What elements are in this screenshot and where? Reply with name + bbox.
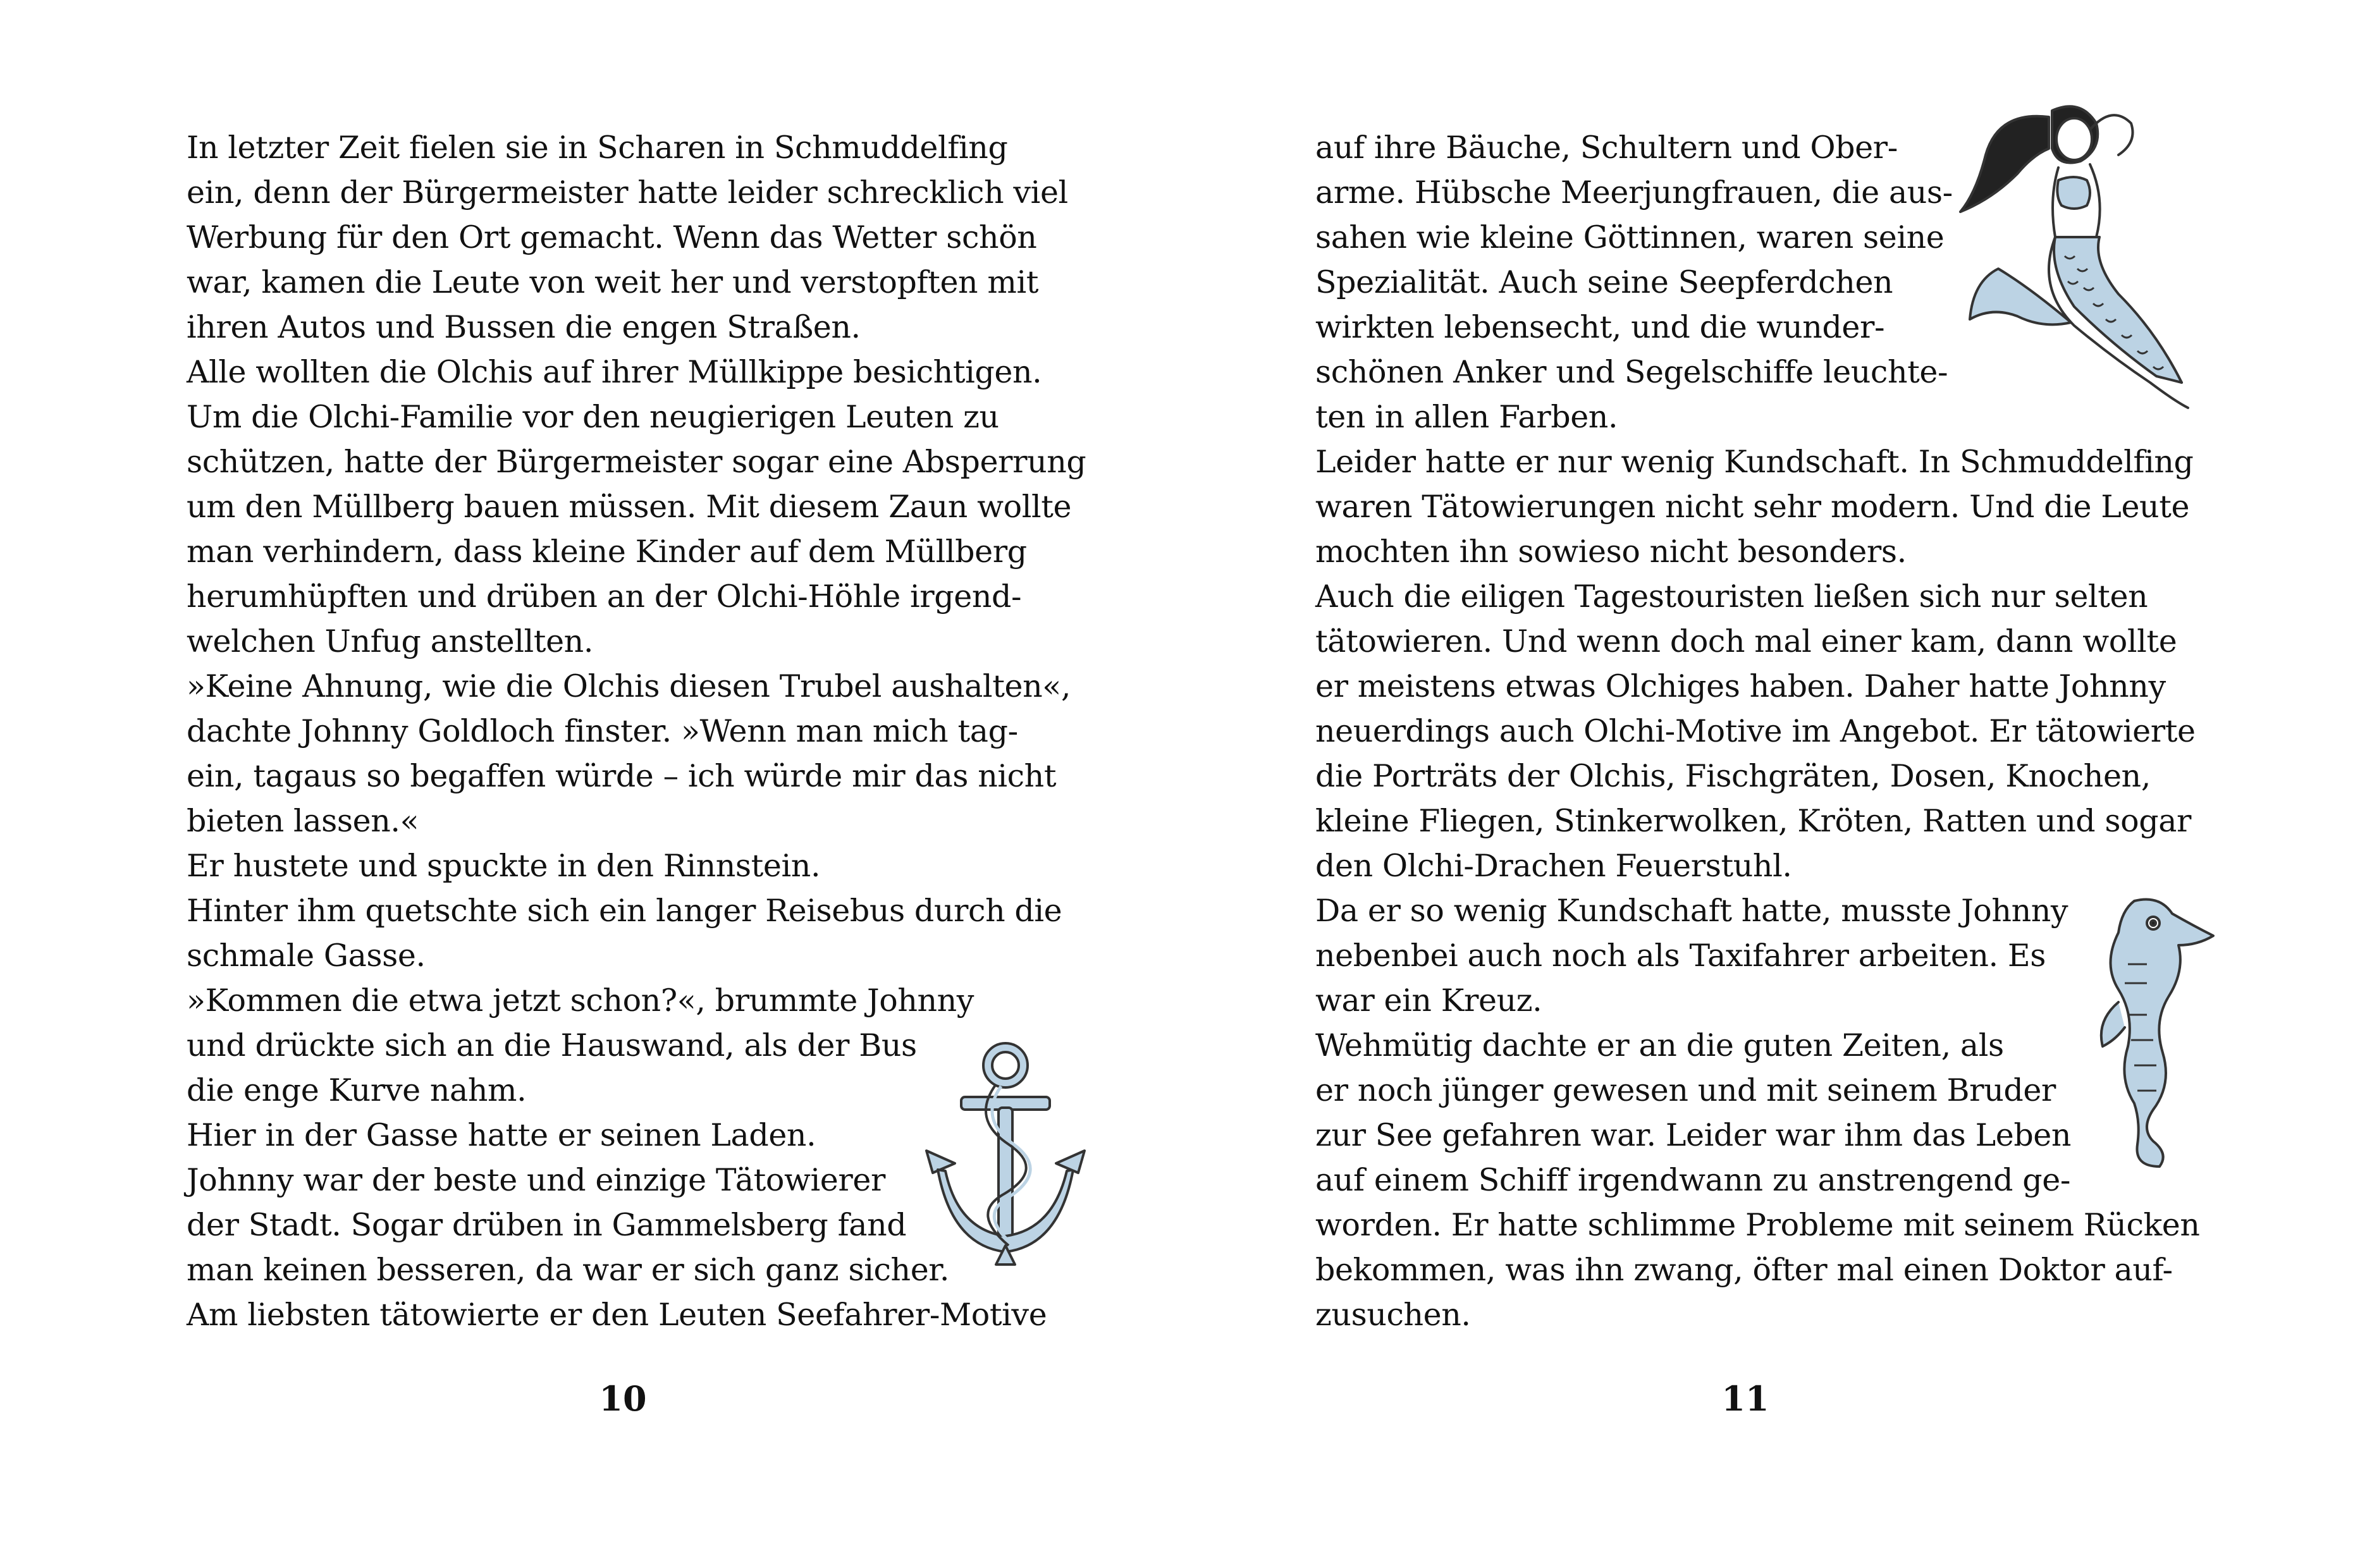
text-line: war ein Kreuz.	[1315, 983, 1542, 1019]
text-line: sahen wie kleine Göttinnen, waren seine	[1315, 219, 1945, 255]
text-line: kleine Fliegen, Stinkerwolken, Kröten, Ratten und sogar	[1315, 803, 2192, 839]
text-line: Er hustete und spuckte in den Rinnstein.	[187, 848, 821, 884]
text-line: Spezialität. Auch seine Seepferdchen	[1315, 264, 1893, 300]
text-line: war, kamen die Leute von weit her und verstopften mit	[187, 264, 1039, 300]
text-line: Werbung für den Ort gemacht. Wenn das Wetter schön	[187, 219, 1037, 255]
text-line: auf ihre Bäuche, Schultern und Ober-	[1315, 130, 1898, 166]
text-line: ein, denn der Bürgermeister hatte leider schrecklich viel	[187, 175, 1068, 211]
text-line: Alle wollten die Olchis auf ihrer Müllkippe besichtigen.	[187, 354, 1042, 390]
text-line: ein, tagaus so begaffen würde – ich würde mir das nicht	[187, 758, 1057, 794]
text-line: schmale Gasse.	[187, 938, 426, 974]
text-line: herumhüpften und drüben an der Olchi-Höhle irgend-	[187, 579, 1022, 615]
text-line: bekommen, was ihn zwang, öfter mal einen Doktor auf-	[1315, 1252, 2173, 1288]
text-line: er noch jünger gewesen und mit seinem Bruder	[1315, 1072, 2056, 1108]
text-line: Hinter ihm quetschte sich ein langer Reisebus durch die	[187, 893, 1062, 929]
text-line: Leider hatte er nur wenig Kundschaft. In Schmuddelfing	[1315, 444, 2194, 480]
text-line: Um die Olchi-Familie vor den neugierigen Leuten zu	[187, 399, 999, 435]
text-line: bieten lassen.«	[187, 803, 419, 839]
text-line: wirkten lebensecht, und die wunder-	[1315, 309, 1885, 345]
text-line: die Porträts der Olchis, Fischgräten, Dosen, Knochen,	[1315, 758, 2151, 794]
text-line: tätowieren. Und wenn doch mal einer kam, dann wollte	[1315, 623, 2177, 659]
text-line: Auch die eiligen Tagestouristen ließen sich nur selten	[1315, 579, 2148, 615]
text-line: worden. Er hatte schlimme Probleme mit seinem Rücken	[1315, 1207, 2200, 1243]
text-line: um den Müllberg bauen müssen. Mit diesem Zaun wollte	[187, 489, 1072, 525]
seahorse-icon	[2058, 888, 2223, 1173]
page-number-left: 10	[599, 1378, 647, 1419]
text-line: »Keine Ahnung, wie die Olchis diesen Trubel aushalten«,	[187, 668, 1071, 704]
text-line: den Olchi-Drachen Feuerstuhl.	[1315, 848, 1792, 884]
text-line: Hier in der Gasse hatte er seinen Laden.	[187, 1117, 816, 1153]
text-line: zusuchen.	[1315, 1297, 1471, 1333]
text-line: Am liebsten tätowierte er den Leuten Seefahrer-Motive	[187, 1297, 1047, 1333]
text-line: waren Tätowierungen nicht sehr modern. Und die Leute	[1315, 489, 2190, 525]
text-line: schönen Anker und Segelschiffe leuchte-	[1315, 354, 1948, 390]
text-line: und drückte sich an die Hauswand, als der Bus	[187, 1027, 917, 1063]
text-line: Da er so wenig Kundschaft hatte, musste Johnny	[1315, 893, 2068, 929]
text-line: dachte Johnny Goldloch finster. »Wenn man mich tag-	[187, 713, 1018, 749]
text-line: ihren Autos und Bussen die engen Straßen.	[187, 309, 861, 345]
text-line: die enge Kurve nahm.	[187, 1072, 527, 1108]
text-line: arme. Hübsche Meerjungfrauen, die aus-	[1315, 175, 1953, 211]
text-line: In letzter Zeit fielen sie in Scharen in Schmuddelfing	[187, 130, 1008, 166]
text-line: zur See gefahren war. Leider war ihm das Leben	[1315, 1117, 2072, 1153]
text-line: Wehmütig dachte er an die guten Zeiten, als	[1315, 1027, 2004, 1063]
text-line: schützen, hatte der Bürgermeister sogar eine Absperrung	[187, 444, 1086, 480]
text-line: nebenbei auch noch als Taxifahrer arbeiten. Es	[1315, 938, 2046, 974]
text-line: mochten ihn sowieso nicht besonders.	[1315, 534, 1907, 570]
text-line: Johnny war der beste und einzige Tätowierer	[187, 1162, 886, 1198]
text-line: der Stadt. Sogar drüben in Gammelsberg fand	[187, 1207, 907, 1243]
text-line: man verhindern, dass kleine Kinder auf dem Müllberg	[187, 534, 1027, 570]
text-line: neuerdings auch Olchi-Motive im Angebot. Er tätowierte	[1315, 713, 2196, 749]
text-line: auf einem Schiff irgendwann zu anstrengend ge-	[1315, 1162, 2070, 1198]
text-line: er meistens etwas Olchiges haben. Daher hatte Johnny	[1315, 668, 2166, 704]
text-line: man keinen besseren, da war er sich ganz sicher.	[187, 1252, 950, 1288]
text-line: »Kommen die etwa jetzt schon?«, brummte Johnny	[187, 983, 974, 1019]
text-line: ten in allen Farben.	[1315, 399, 1618, 435]
mermaid-icon	[1922, 79, 2201, 433]
text-line: welchen Unfug anstellten.	[187, 623, 594, 659]
anchor-icon	[920, 1037, 1091, 1277]
page-number-right: 11	[1721, 1378, 1769, 1419]
